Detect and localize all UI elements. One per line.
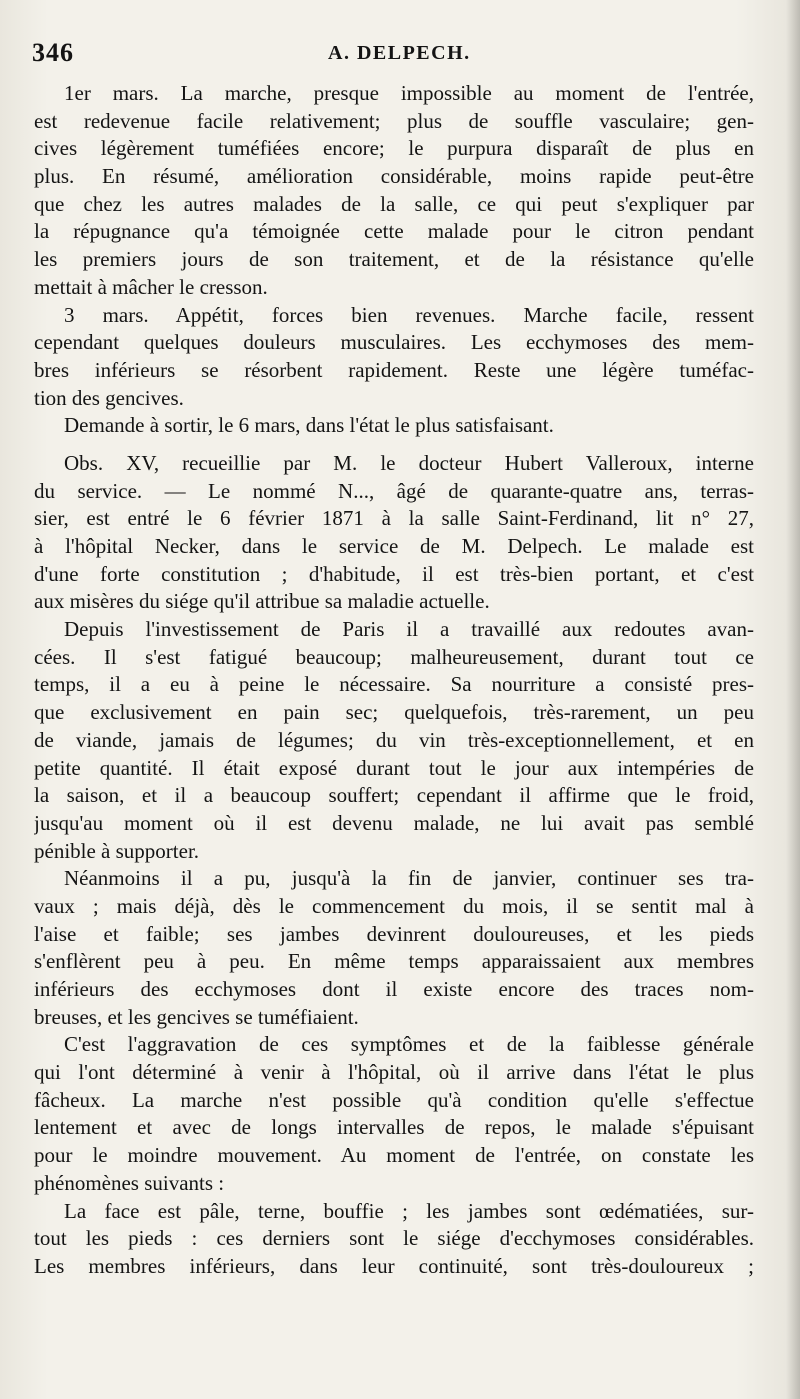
text-line: breuses, et les gencives se tuméfiaient. [34, 1004, 359, 1029]
text-line: à l'hôpital Necker, dans le service de M. Delpech. Le malade est [34, 534, 754, 558]
text-line: tion des gencives. [34, 385, 184, 410]
text-line: la répugnance qu'a témoignée cette malade pour le citron pendant [34, 219, 754, 244]
text-line: 3 mars. Appétit, forces bien revenues. Marche facile, ressent [64, 302, 754, 327]
text-line: s'enflèrent peu à peu. En même temps apparaissaient aux membres [34, 949, 754, 974]
text-line: les premiers jours de son traitement, et de la résistance qu'elle [34, 247, 754, 272]
text-line: est redevenue facile relativement; plus de souffle vasculaire; gen- [34, 108, 754, 133]
text-line: cées. Il s'est fatigué beaucoup; malheureusement, durant tout ce [34, 644, 754, 669]
text-line: cives légèrement tuméfiées encore; le purpura disparaît de plus en [34, 136, 754, 161]
running-head: A. DELPECH. [328, 42, 471, 64]
text-line: tout les pieds : ces derniers sont le siége d'ecchymoses considérables. [34, 1226, 754, 1251]
text-line: Obs. XV, recueillie par M. le docteur Hubert Valleroux, interne [64, 450, 754, 475]
text-line: aux misères du siége qu'il attribue sa maladie actuelle. [34, 589, 490, 614]
text-line: temps, il a eu à peine le nécessaire. Sa nourriture a consisté pres- [34, 672, 754, 697]
text-line: du service. — Le nommé N..., âgé de quarante-quatre ans, terras- [34, 478, 754, 503]
text-line: bres inférieurs se résorbent rapidement. Reste une légère tuméfac- [34, 357, 754, 382]
text-line: d'une forte constitution ; d'habitude, il est très-bien portant, et c'est [34, 561, 754, 586]
text-line: pénible à supporter. [34, 838, 200, 863]
text-line: 1er mars. La marche, presque impossible au moment de l'entrée, [64, 81, 754, 105]
text-line: plus. En résumé, amélioration considérable, moins rapide peut-être [34, 164, 754, 189]
text-line: qui l'ont déterminé à venir à l'hôpital, où il arrive dans l'état le plus [34, 1060, 754, 1085]
text-line: mettait à mâcher le cresson. [34, 274, 268, 299]
text-line: petite quantité. Il était exposé durant tout le jour aux intempéries de [34, 755, 754, 780]
text-line: Les membres inférieurs, dans leur continuité, sont très-douloureux ; [34, 1253, 754, 1278]
text-line: que exclusivement en pain sec; quelquefois, très-rarement, un peu [34, 700, 754, 725]
text-line: inférieurs des ecchymoses dont il existe encore des traces nom- [34, 977, 754, 1001]
text-line: que chez les autres malades de la salle, ce qui peut s'expliquer par [34, 191, 754, 216]
text-line: la saison, et il a beaucoup souffert; cependant il affirme que le froid, [34, 783, 754, 808]
text-line: pour le moindre mouvement. Au moment de l'entrée, on constate les [34, 1143, 754, 1168]
text-line: C'est l'aggravation de ces symptômes et de la faiblesse générale [64, 1032, 754, 1057]
text-line: La face est pâle, terne, bouffie ; les jambes sont œdématiées, sur- [64, 1198, 754, 1223]
text-line: lentement et avec de longs intervalles de repos, le malade s'épuisant [34, 1115, 754, 1140]
page-edge-shadow [786, 0, 800, 1399]
text-line: cependant quelques douleurs musculaires. Les ecchymoses des mem- [34, 330, 754, 355]
page-header [32, 38, 772, 74]
text-line: vaux ; mais déjà, dès le commencement du mois, il se sentit mal à [34, 893, 754, 918]
text-line: fâcheux. La marche n'est possible qu'à condition qu'elle s'effectue [34, 1087, 754, 1112]
text-line: sier, est entré le 6 février 1871 à la salle Saint-Ferdinand, lit n° 27, [34, 506, 754, 531]
text-line: Depuis l'investissement de Paris il a travaillé aux redoutes avan- [64, 617, 754, 642]
text-line: jusqu'au moment où il est devenu malade, ne lui avait pas semblé [34, 810, 754, 835]
body-text [34, 80, 754, 1281]
page-number: 346 [32, 38, 74, 67]
text-line: phénomènes suivants : [34, 1170, 225, 1195]
text-line: l'aise et faible; ses jambes devinrent douloureuses, et les pieds [34, 921, 754, 946]
text-line: de viande, jamais de légumes; du vin très-exceptionnellement, et en [34, 727, 754, 752]
text-line: Demande à sortir, le 6 mars, dans l'état le plus satisfaisant. [64, 413, 554, 438]
text-line: Néanmoins il a pu, jusqu'à la fin de janvier, continuer ses tra- [64, 866, 754, 891]
